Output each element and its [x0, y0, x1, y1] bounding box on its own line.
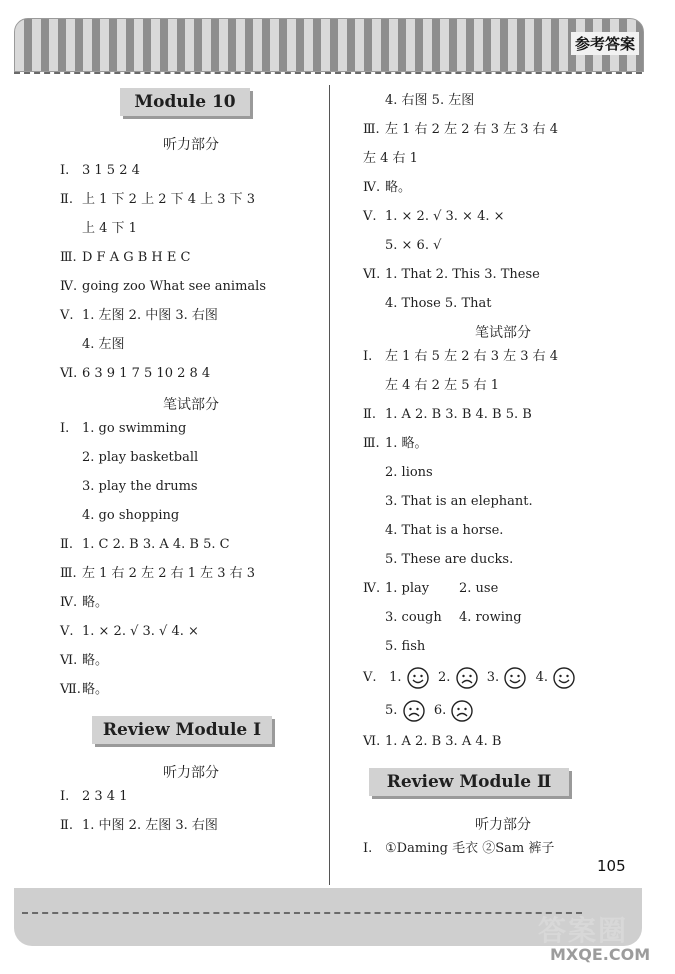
answer-line: 3. That is an elephant.	[385, 494, 533, 509]
listening-heading: 听力部分	[163, 137, 219, 153]
answer-line: 5. fish	[385, 639, 426, 654]
answer-line: 5. 6.	[363, 694, 643, 727]
answer-line: 3. cough 4. rowing	[385, 610, 522, 625]
smiley-face-icon	[503, 666, 527, 690]
answer-line: Ⅵ. 6 3 9 1 7 5 10 2 8 4	[60, 366, 211, 381]
listening-heading: 听力部分	[475, 817, 531, 833]
answer-line: Ⅵ. 1. A 2. B 3. A 4. B	[363, 734, 502, 749]
answer-line: Ⅱ. 1. 中图 2. 左图 3. 右图	[60, 818, 218, 833]
answer-line: Ⅱ. 1. A 2. B 3. B 4. B 5. B	[363, 407, 532, 422]
answer-line: Ⅰ. 3 1 5 2 4	[60, 163, 140, 178]
answer-line: 3. play the drums	[82, 479, 198, 494]
answer-line: Ⅵ. 略。	[60, 653, 109, 668]
answer-line: Ⅰ. 2 3 4 1	[60, 789, 128, 804]
answer-line: 上 4 下 1	[82, 221, 137, 236]
footer-divider	[22, 912, 582, 914]
sad-face-icon	[450, 699, 474, 723]
answer-line: Ⅴ. 1. 2. 3. 4.	[363, 661, 643, 694]
answer-line: Ⅴ. 1. × 2. √ 3. √ 4. ×	[60, 624, 199, 639]
review-module-2-title: Review Module Ⅱ	[369, 768, 569, 796]
written-heading: 笔试部分	[475, 325, 531, 341]
answer-line: Ⅰ. 1. go swimming	[60, 421, 187, 436]
left-column	[60, 88, 322, 840]
answer-line: Ⅲ. 左 1 右 2 左 2 右 1 左 3 右 3	[60, 566, 256, 581]
answer-line: 4. 左图	[82, 337, 125, 352]
answer-line: Ⅱ. 1. C 2. B 3. A 4. B 5. C	[60, 537, 230, 552]
answer-line: Ⅲ. D F A G B H E C	[60, 250, 191, 265]
page-number: 105	[597, 857, 626, 875]
answer-line: Ⅴ. 1. 左图 2. 中图 3. 右图	[60, 308, 218, 323]
right-column	[363, 86, 643, 863]
answer-line: Ⅶ.略。	[60, 682, 109, 697]
sad-face-icon	[455, 666, 479, 690]
answer-line: Ⅲ. 1. 略。	[363, 436, 428, 451]
answer-line: Ⅳ. going zoo What see animals	[60, 279, 266, 294]
answer-line: 5. These are ducks.	[385, 552, 514, 567]
review-module-1-title: Review Module Ⅰ	[92, 716, 272, 744]
answer-line: Ⅰ. 左 1 右 5 左 2 右 3 左 3 右 4	[363, 349, 559, 364]
answer-line: 4. go shopping	[82, 508, 180, 523]
answer-line: Ⅳ. 略。	[60, 595, 109, 610]
answer-line: Ⅰ. ①Daming 毛衣 ②Sam 裤子	[363, 841, 555, 856]
answer-line: 5. × 6. √	[385, 238, 442, 253]
written-heading: 笔试部分	[163, 397, 219, 413]
listening-heading: 听力部分	[163, 765, 219, 781]
watermark-logo: 答案圈 MXQE.COM	[538, 914, 651, 964]
answer-line: 2. play basketball	[82, 450, 199, 465]
smiley-face-icon	[552, 666, 576, 690]
answer-line: 4. 右图 5. 左图	[385, 93, 475, 108]
answer-line: Ⅳ. 1. play 2. use	[363, 581, 499, 596]
page-header-band	[14, 18, 644, 72]
smiley-face-icon	[406, 666, 430, 690]
answer-line: 2. lions	[385, 465, 433, 480]
answer-line: Ⅳ. 略。	[363, 180, 412, 195]
answer-line: Ⅱ. 上 1 下 2 上 2 下 4 上 3 下 3	[60, 192, 256, 207]
answer-line: 4. Those 5. That	[385, 296, 492, 311]
answer-line: Ⅲ. 左 1 右 2 左 2 右 3 左 3 右 4	[363, 122, 559, 137]
module-10-title: Module 10	[120, 88, 250, 116]
column-divider	[329, 85, 330, 885]
header-divider	[14, 72, 642, 74]
answer-line: Ⅴ. 1. × 2. √ 3. × 4. ×	[363, 209, 505, 224]
header-title: 参考答案	[571, 32, 639, 55]
answer-line: 左 4 右 2 左 5 右 1	[385, 378, 500, 393]
answer-line: 左 4 右 1	[363, 151, 418, 166]
answer-line: Ⅵ. 1. That 2. This 3. These	[363, 267, 540, 282]
sad-face-icon	[402, 699, 426, 723]
answer-line: 4. That is a horse.	[385, 523, 504, 538]
